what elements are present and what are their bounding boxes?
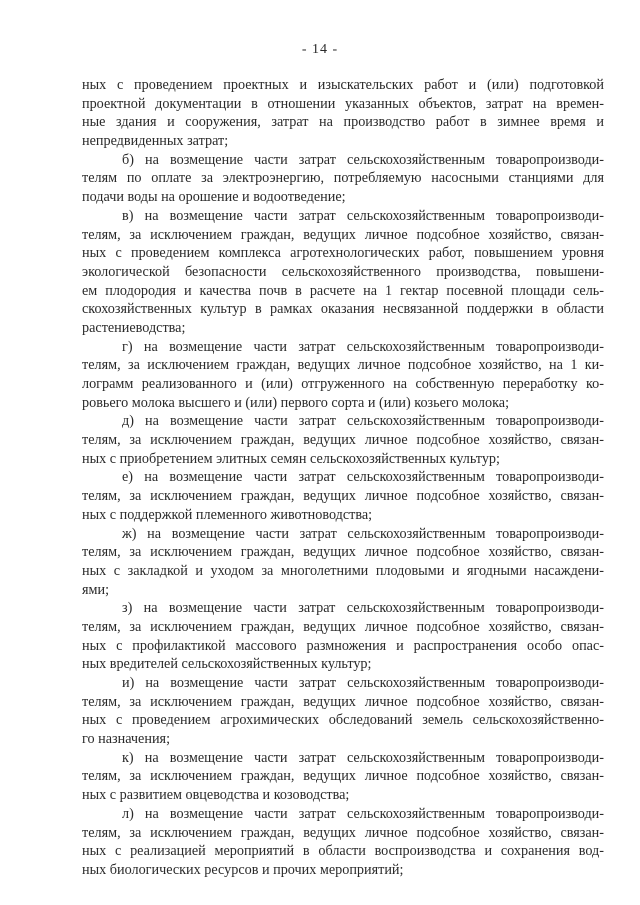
text-line: телям, за исключением граждан, ведущих личное подсобное хозяйство, связан- [82,693,604,710]
paragraph [82,749,604,805]
text-line: ных биологических ресурсов и прочих мероприятий; [82,861,404,878]
text-line: телям, за исключением граждан, ведущих личное подсобное хозяйство, связан- [82,488,604,505]
text-line: г) на возмещение части затрат сельскохозяйственным товаропроизводи- [122,338,604,355]
text-line: з) на возмещение части затрат сельскохозяйственным товаропроизводи- [122,600,604,617]
text-line: ровьего молока высшего и (или) первого сорта и (или) козьего молока; [82,394,510,411]
text-line: ных с развитием овцеводства и козоводства; [82,787,350,804]
text-line: ных с закладкой и уходом за многолетними плодовыми и ягодными насаждени- [82,562,604,579]
paragraph [82,338,604,413]
text-line: непредвиденных затрат; [82,133,229,150]
text-line: ных с проведением агрохимических обследований земель сельскохозяйственно- [82,712,604,729]
page-number: - 14 - [301,42,339,57]
text-line: телям, за исключением граждан, ведущих личное подсобное хозяйство, связан- [82,544,604,561]
text-line: е) на возмещение части затрат сельскохозяйственным товаропроизводи- [122,469,604,486]
text-line: в) на возмещение части затрат сельскохозяйственным товаропроизводи- [122,207,604,224]
paragraph [82,805,604,880]
paragraph [82,525,604,600]
text-line: лограмм реализованного и (или) отгруженного на собственную переработку ко- [82,376,604,392]
text-line: б) на возмещение части затрат сельскохозяйственным товаропроизводи- [122,151,604,168]
text-line: ж) на возмещение части затрат сельскохозяйственным товаропроизводи- [122,525,604,542]
text-line: растениеводства; [82,319,186,336]
paragraph [82,76,604,151]
text-line: ных с поддержкой племенного животноводства; [82,506,373,523]
text-line: и) на возмещение части затрат сельскохозяйственным товаропроизводи- [122,675,604,691]
text-line: проектной документации в отношении указанных объектов, затрат на времен- [82,95,604,112]
text-line: ных вредителей сельскохозяйственных культур; [82,656,372,673]
text-line: ных с приобретением элитных семян сельскохозяйственных культур; [82,450,500,467]
text-line: ных с реализацией мероприятий в области воспроизводства и сохранения вод- [82,843,604,860]
text-line: экологической безопасности сельскохозяйственного производства, повышени- [82,263,604,280]
text-line: ями; [82,581,110,598]
text-line: ные здания и сооружения, затрат на производство работ в зимнее время и [82,114,604,131]
text-line: л) на возмещение части затрат сельскохозяйственным товаропроизводи- [122,805,604,822]
text-line: скохозяйственных культур в рамках оказания несвязанной поддержки в области [82,301,604,318]
text-line: ем плодородия и качества почв в расчете на 1 гектар посевной площади сель- [82,282,604,299]
document-body [82,76,604,880]
text-line: д) на возмещение части затрат сельскохозяйственным товаропроизводи- [122,413,604,430]
text-line: ных с профилактикой массового размножения и распространения особо опас- [82,637,604,654]
text-line: к) на возмещение части затрат сельскохозяйственным товаропроизводи- [122,749,604,766]
paragraph [82,674,604,749]
text-line: телям, за исключением граждан, ведущих личное подсобное хозяйство, связан- [82,432,604,449]
text-line: ных с проведением комплекса агротехнологических работ, повышением уровня [82,245,604,262]
paragraph [82,207,604,338]
text-line: телям, за исключением граждан, ведущих личное подсобное хозяйство, связан- [82,824,604,841]
text-line: телям, за исключением граждан, ведущих личное подсобное хозяйство, связан- [82,768,604,785]
paragraph [82,599,604,674]
paragraph [82,468,604,524]
text-line: телям, за исключением граждан, ведущих личное подсобное хозяйство, на 1 ки- [82,357,604,374]
text-line: го назначения; [82,731,171,748]
paragraph [82,151,604,207]
text-line: телям по оплате за электроэнергию, потребляемую насосными станциями для [82,170,604,187]
text-line: телям, за исключением граждан, ведущих личное подсобное хозяйство, связан- [82,618,604,635]
text-line: телям, за исключением граждан, ведущих личное подсобное хозяйство, связан- [82,226,604,243]
text-line: ных с проведением проектных и изыскательских работ и (или) подготовкой [82,77,604,93]
text-line: подачи воды на орошение и водоотведение; [82,189,346,206]
paragraph [82,412,604,468]
